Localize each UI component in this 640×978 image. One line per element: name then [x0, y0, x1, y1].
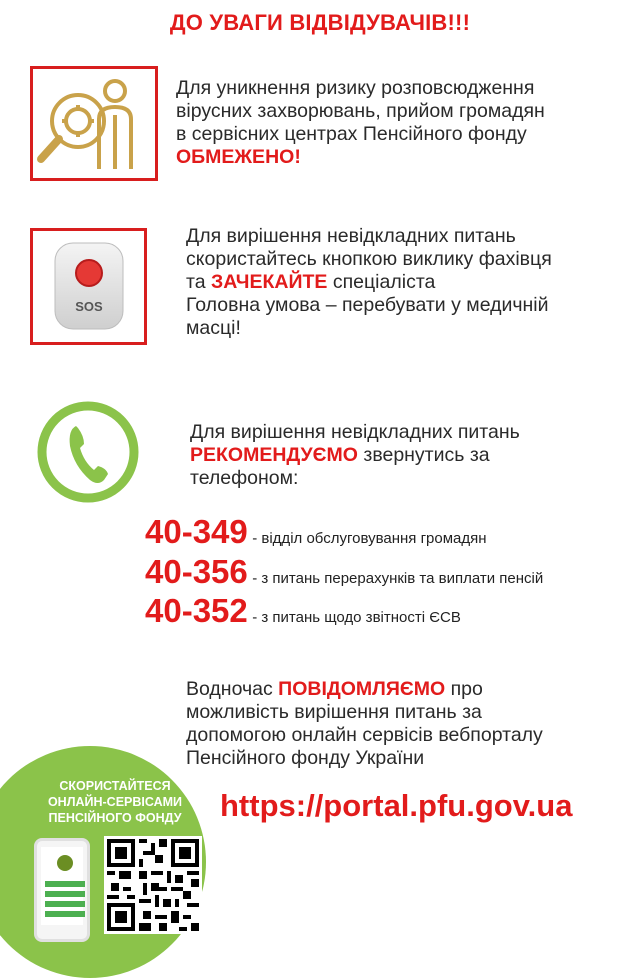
block3-line: телефоном: [190, 467, 299, 489]
promo-line: ПЕНСІЙНОГО ФОНДУ [48, 811, 182, 825]
block4-emphasis: ПОВІДОМЛЯЄМО [278, 678, 446, 700]
app-bar [45, 901, 85, 907]
block2-line3-prefix: та [186, 271, 206, 293]
block3-line: Для вирішення невідкладних питань [190, 421, 520, 443]
block2-line [186, 271, 626, 294]
phone-number: 40-352 [145, 592, 248, 629]
sos-label: SOS [75, 299, 103, 314]
block3-emphasis: РЕКОМЕНДУЄМО [190, 444, 358, 466]
block1-line: Для уникнення ризику розповсюдження [176, 77, 535, 99]
promo-text [40, 778, 190, 826]
portal-link[interactable]: https://portal.pfu.gov.ua [220, 788, 573, 823]
block2-line: Для вирішення невідкладних питань [186, 225, 516, 247]
qr-code [104, 836, 202, 934]
app-bar [45, 891, 85, 897]
block2-line3-suffix: спеціаліста [332, 271, 436, 293]
virus-icon-frame [30, 66, 158, 181]
block4-text [186, 678, 626, 770]
page-title: ДО УВАГИ ВІДВІДУВАЧІВ!!! [169, 10, 471, 35]
phone-row [145, 593, 461, 629]
virus-magnifier-icon [33, 69, 155, 178]
qr-code-icon [107, 839, 199, 931]
app-bar [45, 911, 85, 917]
phone-number: 40-349 [145, 513, 248, 550]
block2-line: Головна умова – перебувати у медичній [186, 294, 549, 316]
smartphone-icon [34, 838, 90, 942]
block2-emphasis: ЗАЧЕКАЙТЕ [210, 271, 328, 293]
block1-line: вірусних захворювань, прийом громадян [176, 100, 545, 122]
block1-emphasis: ОБМЕЖЕНО! [176, 146, 301, 168]
block3-line [190, 444, 610, 467]
phone-icon [32, 396, 144, 508]
app-bar [45, 881, 85, 887]
block3-line2-suffix: звернутись за [363, 444, 490, 466]
promo-line: ОНЛАЙН-СЕРВІСАМИ [47, 795, 183, 809]
block2-line: масці! [186, 317, 241, 339]
phone-desc: - відділ обслуговування громадян [252, 530, 487, 547]
phone-row [145, 514, 487, 550]
block1-text [176, 77, 616, 169]
block2-text [186, 225, 626, 340]
phone-desc: - з питань щодо звітності ЄСВ [252, 609, 461, 626]
block2-line: скористайтесь кнопкою виклику фахівця [186, 248, 552, 270]
block4-suffix: про [450, 678, 483, 700]
app-logo-icon [57, 855, 73, 871]
block4-line: можливість вирішення питань за [186, 701, 482, 723]
promo-line: СКОРИСТАЙТЕСЯ [59, 779, 171, 793]
sos-icon-frame [30, 228, 147, 345]
block4-line: допомогою онлайн сервісів вебпорталу [186, 724, 543, 746]
smartphone-screen [41, 847, 83, 925]
phone-row [145, 554, 543, 590]
phone-desc: - з питань перерахунків та виплати пенсій [252, 570, 544, 587]
block3-text [190, 421, 610, 490]
block4-line [186, 678, 626, 701]
block1-line: в сервісних центрах Пенсійного фонду [176, 123, 527, 145]
block4-prefix: Водночас [186, 678, 273, 700]
sos-button-icon [33, 231, 144, 342]
phone-number: 40-356 [145, 553, 248, 590]
block4-line: Пенсійного фонду України [186, 747, 425, 769]
